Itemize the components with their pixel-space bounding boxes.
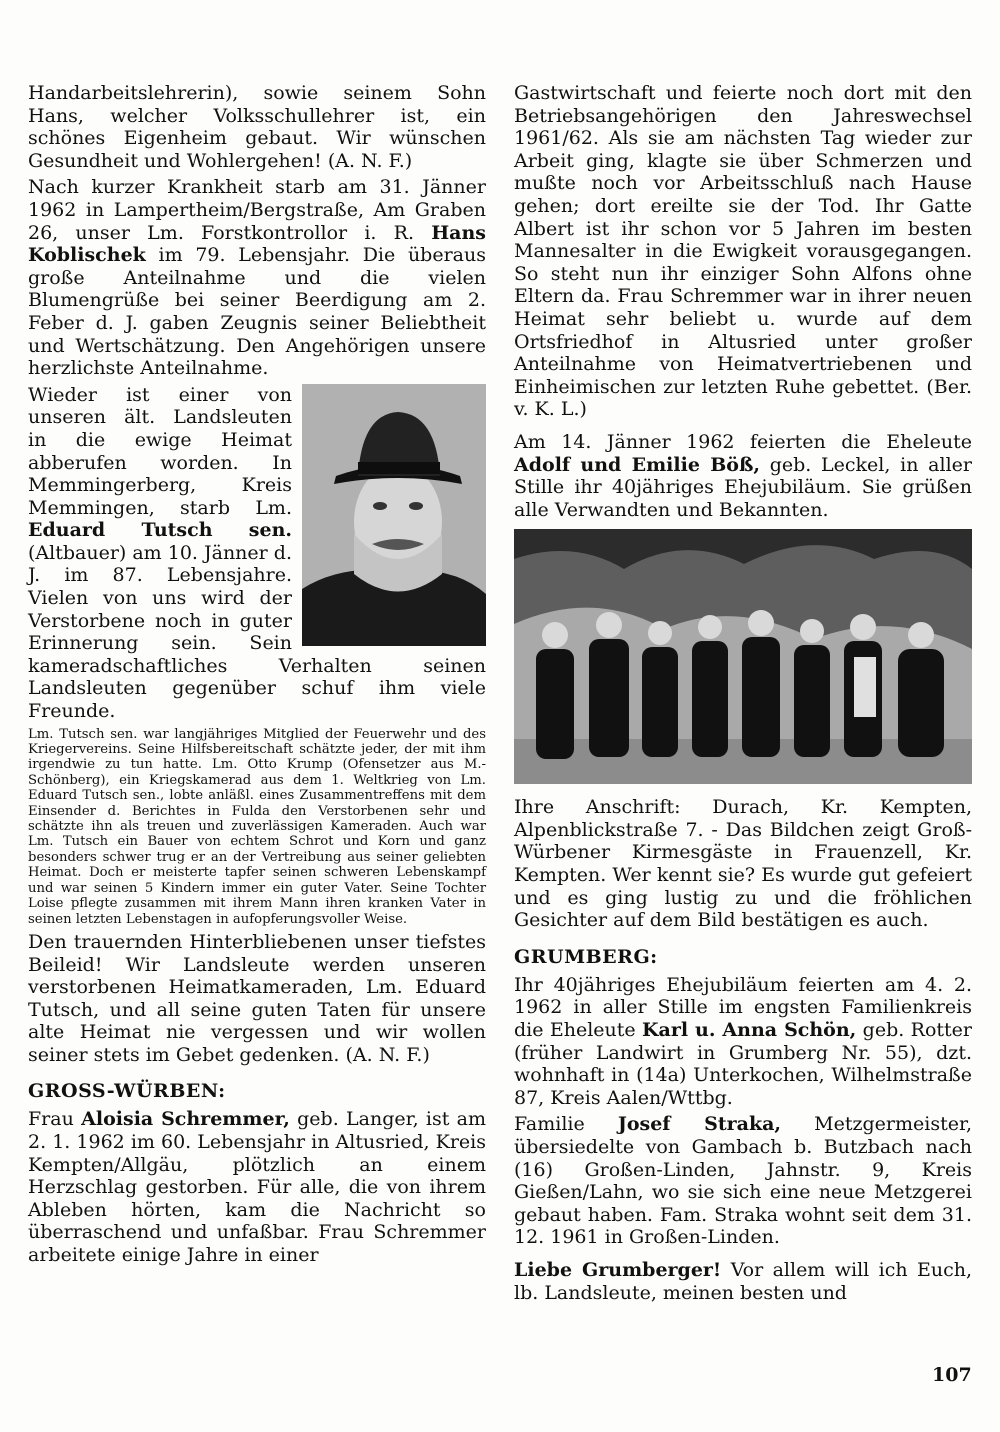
paragraph-straka: Familie Josef Straka, Metzgermeister, übersiedelte von Gambach b. Butzbach nach (16) Großen-Linden, Jahnstr. 9, Kreis Gießen/Lahn, wo sie sich eine neue Metzgerei gebaut haben. Fam. Straka wohnt seit dem 31. 12. 1961 in Großen-Linden. bbox=[514, 1113, 972, 1249]
paragraph-schremmer: Frau Aloisia Schremmer, geb. Langer, ist am 2. 1. 1962 im 60. Lebensjahr in Altusried, Kreis Kempten/Allgäu, plötzlich an einem Herzschlag gestorben. Für alle, die von ihrem Ableben hörten, kam die Nachricht so überraschend und unfaßbar. Frau Schremmer arbeitete einige Jahre in einer bbox=[28, 1108, 487, 1267]
paragraph-gastwirtschaft: Gastwirtschaft und feierte noch dort mit den Betriebsangehörigen den Jahreswechsel 1961/62. Als sie am nächsten Tag wieder zur Arbeit ging, klagte sie über Schmerzen und mußte noch vor Arbeitsschluß nach Hause gehen; dort ereilte sie der Tod. Ihr Gatte Albert ist ihr schon vor 5 Jahren im besten Mannesalter in die Ewigkeit vorausgegangen. So steht nun ihr einziger Sohn Alfons ohne Eltern da. Frau Schremmer war in ihrer neuen Heimat sehr beliebt u. wurde auf dem Ortsfriedhof in Altusried unter großer Anteilnahme von Heimatvertriebenen und Einheimischen zur letzten Ruhe gebettet. (Ber. v. K. L.) bbox=[514, 82, 972, 421]
right-column bbox=[514, 82, 972, 1308]
paragraph-handarbeitslehrerin: Handarbeitslehrerin), sowie seinem Sohn Hans, welcher Volksschullehrer ist, ein schönes Eigenheim gebaut. Wir wünschen Gesundheit und Wohlergehen! (A. N. F.) bbox=[28, 82, 486, 172]
page-number: 107 bbox=[932, 1364, 972, 1386]
left-column bbox=[28, 82, 486, 1271]
paragraph-eduard-tutsch: Wieder ist einer von unseren ält. Landsleuten in die ewige Heimat abberufen worden. In Memmingerberg, Kreis Memmingen, starb Lm. Eduard Tutsch sen. (Altbauer) am 10. Jänner d. J. im 87. Lebensjahre. Vielen von uns wird der Verstorbene noch in guter Erinnerung sein. Sein kameradschaftliches Verhalten seinen Landsleuten gegenüber schuf ihm viele Freunde. bbox=[28, 383, 486, 723]
paragraph-condolence: Den trauernden Hinterbliebenen unser tiefstes Beileid! Wir Landsleute werden unseren verstorbenen Heimatkameraden, Lm. Eduard Tutsch, und all seine guten Taten für unsere alte Heimat nie vergessen und wir wollen seiner stets im Gebet gedenken. (A. N. F.) bbox=[28, 930, 486, 1066]
paragraph-koblischek: Nach kurzer Krankheit starb am 31. Jänner 1962 in Lampertheim/Bergstraße, Am Graben 26, unser Lm. Forstkontrollor i. R. Hans Koblischek im 79. Lebensjahr. Die überaus große Anteilnahme und die vielen Blumengrüße bei seiner Beerdigung am 2. Feber d. J. gaben Zeugnis seiner Beliebtheit und Wertschätzung. Den Angehörigen unsere herzlichste Anteilnahme. bbox=[28, 176, 487, 380]
group-photo-kirmesgaeste bbox=[514, 529, 972, 784]
name-adolf-emilie-boess: Adolf und Emilie Böß, bbox=[514, 453, 760, 476]
heading-gross-wuerben: GROSS-WÜRBEN: bbox=[28, 1080, 226, 1103]
salutation-liebe-grumberger: Liebe Grumberger! bbox=[514, 1258, 722, 1281]
name-karl-anna-schoen: Karl u. Anna Schön, bbox=[642, 1019, 857, 1042]
name-josef-straka: Josef Straka, bbox=[617, 1113, 782, 1136]
heading-grumberg: GRUMBERG: bbox=[514, 945, 658, 968]
name-eduard-tutsch: Eduard Tutsch sen. bbox=[28, 519, 292, 542]
paragraph-liebe-grumberger: Liebe Grumberger! Vor allem will ich Euch, lb. Landsleute, meinen besten und bbox=[514, 1258, 972, 1304]
paragraph-boess: Am 14. Jänner 1962 feierten die Eheleute Adolf und Emilie Böß, geb. Leckel, in aller Stille ihr 40jähriges Ehejubiläum. Sie grüßen alle Verwandten und Bekannten. bbox=[514, 430, 972, 521]
name-hans-koblischek: Hans Koblischek bbox=[28, 221, 487, 267]
paragraph-anschrift: Ihre Anschrift: Durach, Kr. Kempten, Alpenblickstraße 7. - Das Bildchen zeigt Groß-Würbener Kirmesgäste in Frauenzell, Kr. Kempten. Wer kennt sie? Es wurde gut gefeiert und es ging lustig zu und die fröhlichen Gesichter auf dem Bild bestätigen es auch. bbox=[514, 796, 972, 932]
paragraph-schoen: Ihr 40jähriges Ehejubiläum feierten am 4. 2. 1962 in aller Stille im engsten Familienkreis die Eheleute Karl u. Anna Schön, geb. Rotter (früher Landwirt in Grumberg Nr. 55), dzt. wohnhaft in (14a) Unterkochen, Wilhelmstraße 87, Kreis Aalen/Wttbg. bbox=[514, 973, 973, 1109]
portrait-photo-eduard-tutsch bbox=[302, 384, 486, 646]
name-aloisia-schremmer: Aloisia Schremmer, bbox=[81, 1108, 290, 1131]
paragraph-small-print: Lm. Tutsch sen. war langjähriges Mitglied der Feuerwehr und des Kriegervereins. Seine Hilfsbereitschaft schätzte jeder, der mit ihm irgendwie zu tun hatte. Lm. Otto Krump (Ofensetzer aus M.-Schönberg), ein Kriegskamerad aus dem 1. Weltkrieg von Lm. Eduard Tutsch sen., lobte anläßl. eines Zusammentreffens mit dem Einsender d. Berichtes in Fulda den Verstorbenen sehr und schätzte ihn als treuen und zuverlässigen Kameraden. Auch war Lm. Tutsch ein Bauer von echtem Schrot und Korn und ganz besonders schwer trug er an der Vertreibung aus seiner geliebten Heimat. Doch er meisterte tapfer seinen schweren Lebenskampf und war seinen 5 Kindern immer ein guter Vater. Seine Tochter Loise pflegte zusammen mit ihrem Mann ihren kranken Vater in seinen letzten Lebenstagen in aufopferungsvoller Weise. bbox=[28, 726, 486, 927]
